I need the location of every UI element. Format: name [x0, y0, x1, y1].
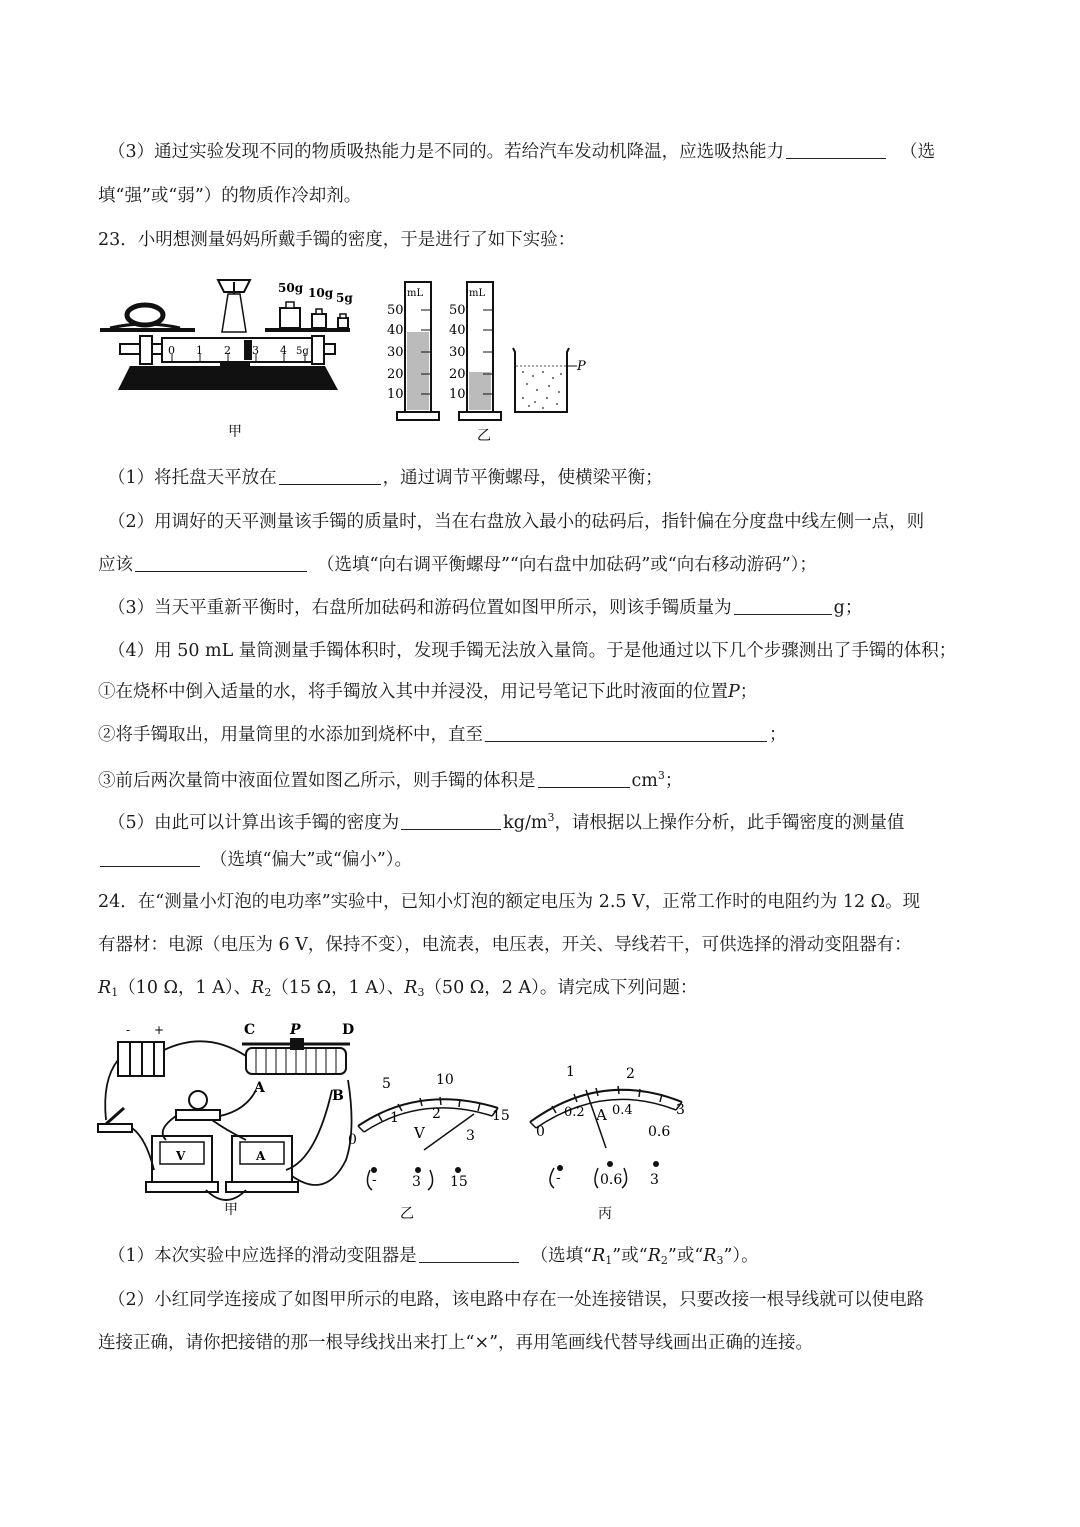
q24-intro-text-2: 有器材：电源（电压为 6 V，保持不变），电流表，电压表，开关、导线若干，可供选择的滑动变阻器有：: [98, 935, 912, 955]
q23-intro-text: 23．小明想测量妈妈所戴手镯的密度，于是进行了如下实验：: [98, 230, 576, 250]
tick-label: 10: [449, 387, 466, 402]
resistor-subscript: 2: [660, 1254, 668, 1267]
bulb-icon: [189, 1091, 207, 1109]
resistor-symbol: R: [98, 978, 112, 998]
tick-label: 20: [387, 367, 404, 382]
cylinder-figure: [385, 272, 600, 447]
tick-label: 30: [387, 345, 404, 360]
terminal-label: C: [244, 1022, 256, 1038]
answer-blank[interactable]: [485, 723, 767, 742]
q23-step1: [98, 680, 757, 704]
q24-intro-line3: [98, 976, 697, 1005]
tick-label: 50: [449, 303, 466, 318]
q23-s3-end: ；: [664, 771, 683, 791]
slider-label: P: [290, 1022, 301, 1038]
answer-blank[interactable]: [401, 811, 501, 830]
resistor-symbol: R: [404, 978, 418, 998]
q24-p1-text-b: （选填“: [530, 1246, 593, 1266]
figure-caption: 乙: [400, 1206, 414, 1222]
tick-label: 50: [387, 303, 404, 318]
q23-part2-line1: [108, 510, 924, 534]
q24-p1-text: （1）本次实验中应选择的滑动变阻器是: [108, 1246, 417, 1266]
q23-part4: [108, 639, 956, 663]
outer-scale-label: 15: [492, 1108, 510, 1124]
inner-scale-label: 3: [466, 1128, 475, 1144]
outer-scale-label: 10: [436, 1072, 454, 1088]
unit-label: mL: [407, 288, 424, 299]
answer-blank[interactable]: [786, 140, 886, 159]
q23-step3: [98, 764, 682, 793]
q23-part5-line1: [108, 806, 904, 835]
resistor-symbol: R: [647, 1246, 661, 1266]
q23-p5-text: （5）由此可以计算出该手镯的密度为: [108, 813, 400, 833]
terminal-label: D: [342, 1022, 355, 1038]
terminal-label: 3: [412, 1174, 421, 1190]
tick-label: 40: [449, 323, 466, 338]
q23-intro: [98, 228, 575, 252]
inner-scale-label: 0.4: [612, 1103, 633, 1118]
unit-exponent: 3: [547, 811, 555, 824]
unit-label: mL: [469, 288, 486, 299]
q22-p3-text-end: （选: [900, 142, 936, 162]
meter-unit: A: [596, 1106, 607, 1124]
figure-caption: 丙: [598, 1206, 612, 1222]
rider-icon: [244, 340, 252, 360]
outer-scale-label: 5: [382, 1076, 391, 1092]
resistor-subscript: 1: [111, 986, 119, 999]
terminal-label: A: [254, 1080, 265, 1096]
outer-scale-label: 2: [626, 1066, 635, 1082]
q24-part2-line2: [98, 1331, 813, 1355]
resistor-spec: （15 Ω，1 A）、: [271, 978, 405, 998]
terminal-label: 0.6: [600, 1172, 623, 1188]
weight-label: 5g: [336, 291, 353, 305]
unit-cm: cm: [631, 771, 658, 791]
meter-unit: V: [414, 1124, 425, 1142]
q23-p3-unit: g；: [833, 598, 863, 618]
scale-label: 1: [196, 344, 203, 357]
point-p-text: P: [728, 682, 740, 702]
inner-scale-label: 0: [348, 1132, 357, 1148]
scale-label: 5g: [296, 346, 309, 357]
q23-s2-text: ②将手镯取出，用量筒里的水添加到烧杯中，直至: [98, 725, 483, 745]
terminal-label: 3: [650, 1172, 659, 1188]
answer-blank[interactable]: [538, 769, 630, 788]
tick-label: 30: [449, 345, 466, 360]
q24-p1-text-c: ”或“: [612, 1246, 648, 1266]
q23-part1: [108, 466, 663, 490]
terminal-label: -: [126, 1023, 131, 1037]
q23-p2-text: （2）用调好的天平测量该手镯的质量时，当在右盘放入最小的砝码后，指针偏在分度盘中线左侧一点，则: [108, 512, 925, 532]
scale-label: 2: [224, 344, 231, 357]
answer-blank[interactable]: [734, 596, 832, 615]
weight-label: 50g: [278, 281, 304, 295]
q23-part5-line2: [98, 848, 412, 872]
q24-intro-text-1: 24．在“测量小灯泡的电功率”实验中，已知小灯泡的额定电压为 2.5 V，正常工作时的电阻约为 12 Ω。现: [98, 892, 921, 912]
terminal-label: 15: [450, 1174, 468, 1190]
q23-p4-text: （4）用 50 mL 量筒测量手镯体积时，发现手镯无法放入量筒。于是他通过以下几个步骤测出了手镯的体积；: [108, 641, 957, 661]
inner-scale-label: 0: [536, 1124, 545, 1140]
inner-scale-label: 0.2: [564, 1105, 585, 1120]
ammeter-dial-figure: [522, 1060, 702, 1220]
q23-p2-text-c: （选填“向右调平衡螺母”“向右盘中加砝码”或“向右移动游码”）；: [317, 555, 817, 575]
q23-p3-text: （3）当天平重新平衡时，右盘所加砝码和游码位置如图甲所示，则该手镯质量为: [108, 598, 732, 618]
resistor-spec: （10 Ω，1 A）、: [118, 978, 252, 998]
answer-blank[interactable]: [100, 848, 200, 867]
circuit-figure: [96, 1020, 366, 1220]
q23-p1-text: （1）将托盘天平放在: [108, 468, 277, 488]
resistor-symbol: R: [592, 1246, 606, 1266]
q23-s1-end: ；: [739, 682, 758, 702]
unit-exponent: 3: [657, 769, 665, 782]
q24-p1-text-e: ”）。: [723, 1246, 759, 1266]
unit-kgm: kg/m: [503, 813, 548, 833]
balance-figure: [100, 270, 353, 445]
q24-part1: [108, 1244, 759, 1273]
q23-part2-line2: [98, 553, 817, 577]
q24-p2-text: （2）小红同学连接成了如图甲所示的电路，该电路中存在一处连接错误，只要改接一根导线就可以使电路: [108, 1290, 925, 1310]
resistor-symbol: R: [251, 978, 265, 998]
point-p-label: P: [577, 359, 586, 374]
bangle-icon: [127, 305, 163, 325]
q23-p5-text-d: ，请根据以上操作分析，此手镯密度的测量值: [554, 813, 905, 833]
answer-blank[interactable]: [419, 1244, 519, 1263]
inner-scale-label: 0.6: [648, 1124, 671, 1140]
q22-p3-text-cont: 填“强”或“弱”）的物质作冷却剂。: [98, 186, 362, 206]
scale-label: 4: [280, 344, 287, 357]
voltmeter-dial-figure: [340, 1066, 520, 1221]
meter-label: V: [176, 1149, 186, 1163]
terminal-label: -: [372, 1172, 377, 1188]
resistor-symbol: R: [703, 1246, 717, 1266]
figure-caption: 甲: [224, 1202, 238, 1218]
figure-caption: 乙: [477, 428, 491, 444]
q22-part3-line2: [98, 184, 361, 208]
q23-s1-text: ①在烧杯中倒入适量的水，将手镯放入其中并浸没，用记号笔记下此时液面的位置: [98, 682, 728, 702]
q24-part2-line1: [108, 1288, 924, 1312]
terminal-label: B: [332, 1088, 344, 1104]
tick-label: 10: [387, 387, 404, 402]
resistor-subscript: 3: [417, 986, 425, 999]
resistor-subscript: 2: [264, 986, 272, 999]
q22-p3-text: （3）通过实验发现不同的物质吸热能力是不同的。若给汽车发动机降温，应选吸热能力: [108, 142, 785, 162]
inner-scale-label: 1: [390, 1110, 399, 1126]
weight-label: 10g: [308, 286, 334, 300]
inner-scale-label: 2: [432, 1106, 441, 1122]
scale-label: 3: [252, 344, 259, 357]
tick-label: 40: [387, 323, 404, 338]
tick-label: 20: [449, 367, 466, 382]
q23-p2-text-b: 应该: [98, 555, 133, 575]
outer-scale-label: 3: [676, 1102, 685, 1118]
q24-intro-line2: [98, 933, 912, 957]
outer-scale-label: 1: [566, 1064, 575, 1080]
q22-part3-line1: [108, 140, 935, 164]
q23-p5-text-e: （选填“偏大”或“偏小”）。: [210, 850, 413, 870]
switch-icon: [98, 1124, 132, 1132]
q23-s3-text: ③前后两次量筒中液面位置如图乙所示，则手镯的体积是: [98, 771, 536, 791]
q23-s2-end: ；: [769, 725, 787, 745]
q23-p1-text-end: ，通过调节平衡螺母，使横梁平衡；: [382, 468, 663, 488]
q24-intro-line1: [98, 890, 920, 914]
resistor-subscript: 3: [716, 1254, 724, 1267]
answer-blank[interactable]: [279, 466, 381, 485]
resistor-spec: （50 Ω，2 A）。请完成下列问题：: [424, 978, 698, 998]
resistor-subscript: 1: [605, 1254, 613, 1267]
scale-label: 0: [168, 344, 175, 357]
terminal-label: -: [556, 1170, 561, 1186]
q23-part3: [108, 596, 862, 620]
figure-caption: 甲: [228, 424, 242, 440]
q24-p1-text-d: ”或“: [667, 1246, 704, 1266]
answer-blank[interactable]: [135, 553, 307, 572]
q23-step2: [98, 723, 787, 747]
q24-p2-text-b: 连接正确，请你把接错的那一根导线找出来打上“×”，再用笔画线代替导线画出正确的连接。: [98, 1333, 814, 1353]
terminal-label: +: [154, 1023, 165, 1037]
meter-label: A: [256, 1149, 266, 1163]
